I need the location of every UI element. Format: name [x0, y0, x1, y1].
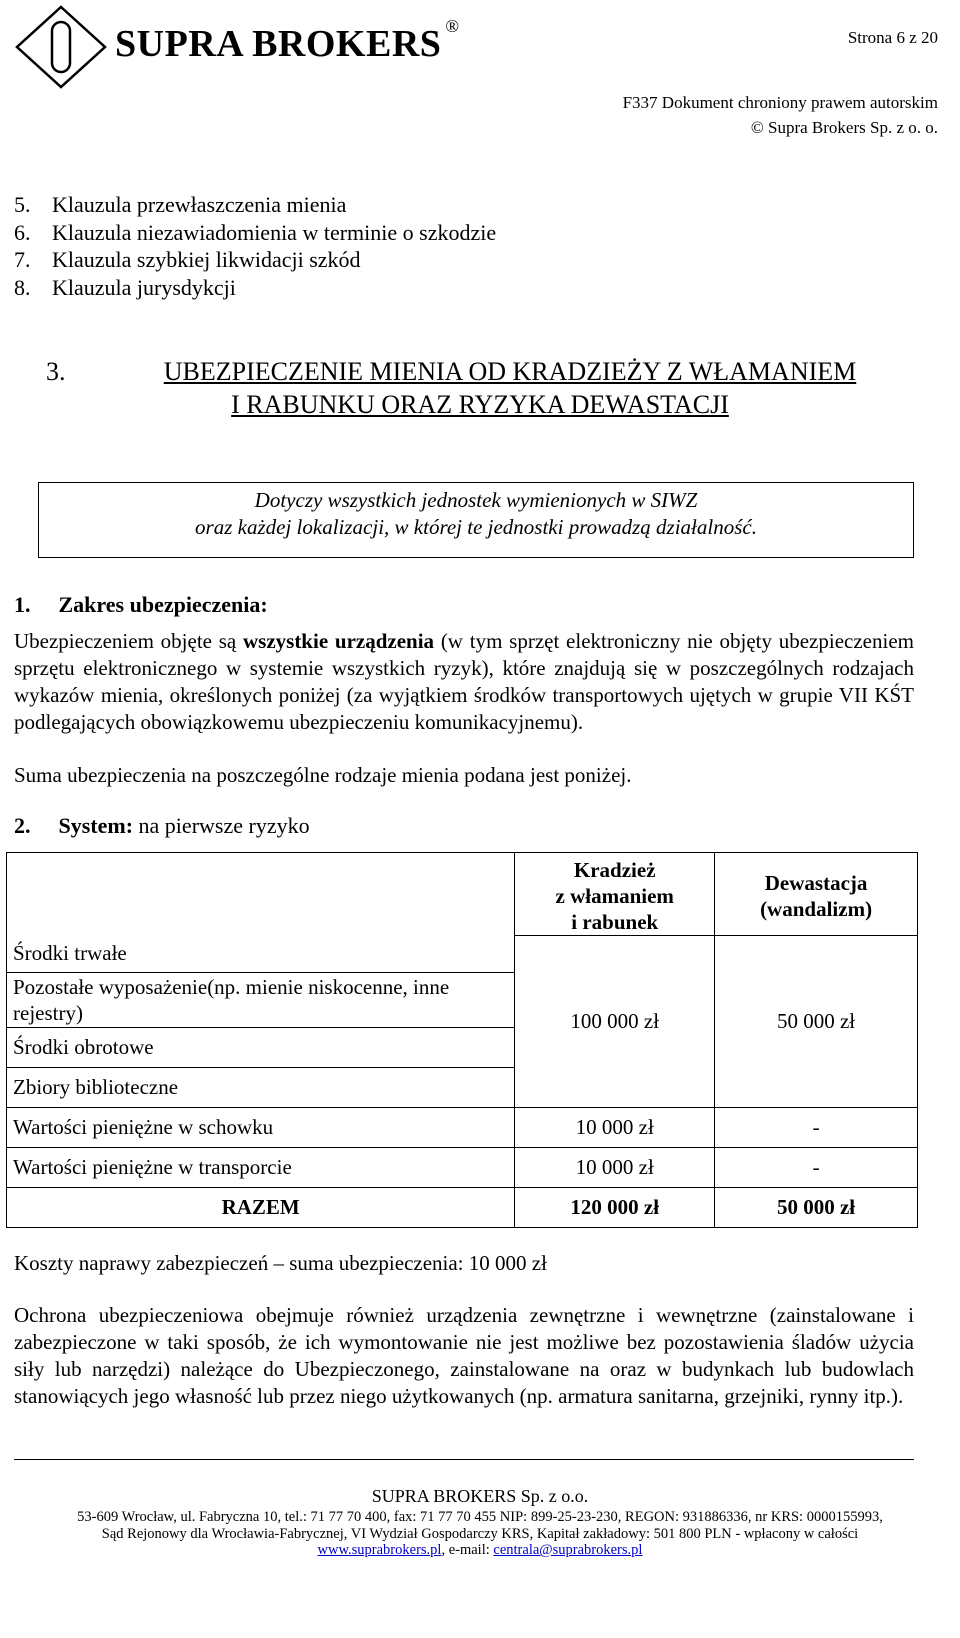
website-link[interactable]: www.suprabrokers.pl — [317, 1542, 442, 1558]
table-total-row: RAZEM 120 000 zł 50 000 zł — [7, 1188, 918, 1228]
clause-list — [14, 191, 496, 301]
table-header-row — [7, 853, 918, 936]
email-link[interactable]: centrala@suprabrokers.pl — [493, 1542, 643, 1558]
scope-note-box: Dotyczy wszystkich jednostek wymienionych w SIWZ oraz każdej lokalizacji, w której te jednostki prowadzą działalność. — [38, 482, 914, 558]
footer-divider — [14, 1459, 914, 1460]
sum-note: Suma ubezpieczenia na poszczególne rodzaje mienia podana jest poniżej. — [14, 763, 632, 787]
footer: SUPRA BROKERS Sp. z o.o. 53-609 Wrocław, ul. Fabryczna 10, tel.: 71 77 70 400, fax: 71 77 70 455 NIP: 899-25-23-230, REGON: 931886336, nr KRS: 0000155993, Sąd Rejonowy dla Wrocławia-Fabrycznej, VI Wydział Gospodarczy KRS, Kapitał zakładowy: 501 800 PLN - wpłacony w całości www.suprabrokers.pl, e-mail: centrala@suprabrokers.pl — [0, 1483, 960, 1559]
security-repair-costs: Koszty naprawy zabezpieczeń – suma ubezpieczenia: 10 000 zł — [14, 1251, 547, 1275]
copyright-notice: F337 Dokument chroniony prawem autorskim © Supra Brokers Sp. z o. o. — [622, 93, 938, 137]
footer-company: SUPRA BROKERS Sp. z o.o. — [371, 1486, 589, 1506]
footer-registration: Sąd Rejonowy dla Wrocławia-Fabrycznej, VI Wydział Gospodarczy KRS, Kapitał zakładowy: 501 800 PLN - wpłacony w całości — [101, 1525, 859, 1542]
theft-column-header: Kradzież z włamaniem i rabunek — [515, 853, 715, 936]
supra-brokers-logo — [14, 4, 109, 90]
table-row: Zbiory biblioteczne — [7, 1068, 918, 1108]
table-row: Pozostałe wyposażenie(np. mienie niskocenne, inne rejestry) — [7, 973, 918, 1028]
list-item: 8. Klauzula jurysdykcji — [14, 274, 236, 300]
table-row: Środki obrotowe — [7, 1028, 918, 1068]
list-item: 6. Klauzula niezawiadomienia w terminie o szkodzie — [14, 219, 497, 245]
footer-address: 53-609 Wrocław, ul. Fabryczna 10, tel.: 71 77 70 400, fax: 71 77 70 455 NIP: 899-25-23-230, REGON: 931886336, nr KRS: 0000155993, — [77, 1509, 883, 1525]
scope-paragraph: Ubezpieczeniem objęte są wszystkie urządzenia (w tym sprzęt elektroniczny nie objęty ubezpieczeniem sprzętu elektronicznego w systemie wszystkich ryzyk), które znajdują się w poszczególnych rodzajach wykazów mienia, określonych poniżej (za wyjątkiem środków transportowych ujętych w grupie VII KŚT podlegających obowiązkowemu ubezpieczeniu komunikacyjnemu). — [14, 629, 914, 734]
page-number: Strona 6 z 20 — [847, 28, 938, 47]
insurance-sum-table — [6, 852, 918, 1228]
table-row: Wartości pieniężne w transporcie 10 000 zł - — [7, 1148, 918, 1188]
theft-group-sum: 100 000 zł — [515, 936, 715, 1108]
list-item: 5. Klauzula przewłaszczenia mienia — [14, 192, 347, 217]
system-line: 2. System: na pierwsze ryzyko — [14, 813, 310, 838]
section-title: 3. UBEZPIECZENIE MIENIA OD KRADZIEŻY Z WŁAMANIEM I RABUNKU ORAZ RYZYKA DEWASTACJI — [46, 357, 857, 419]
list-item: 7. Klauzula szybkiej likwidacji szkód — [14, 247, 361, 272]
table-row: Środki trwałe 100 000 zł 50 000 zł — [7, 936, 918, 973]
scope-heading: 1. Zakres ubezpieczenia: — [14, 592, 268, 617]
table-row: Wartości pieniężne w schowku 10 000 zł - — [7, 1108, 918, 1148]
vandalism-column-header: Dewastacja (wandalizm) — [715, 853, 918, 936]
vandalism-group-sum: 50 000 zł — [715, 936, 918, 1108]
brand-name: SUPRA BROKERS ® — [115, 16, 460, 65]
protection-paragraph: Ochrona ubezpieczeniowa obejmuje również urządzenia zewnętrzne i wewnętrzne (zainstalowane i zabezpieczone w taki sposób, że ich wymontowanie nie jest możliwe bez pozostawienia śladów użycia siły lub narzędzi) należące do Ubezpieczonego, zainstalowane na oraz w budynkach lub budowlach stanowiących jego własność lub przez niego użytkowanych (np. armatura sanitarna, grzejniki, rynny itp.). — [14, 1303, 914, 1408]
